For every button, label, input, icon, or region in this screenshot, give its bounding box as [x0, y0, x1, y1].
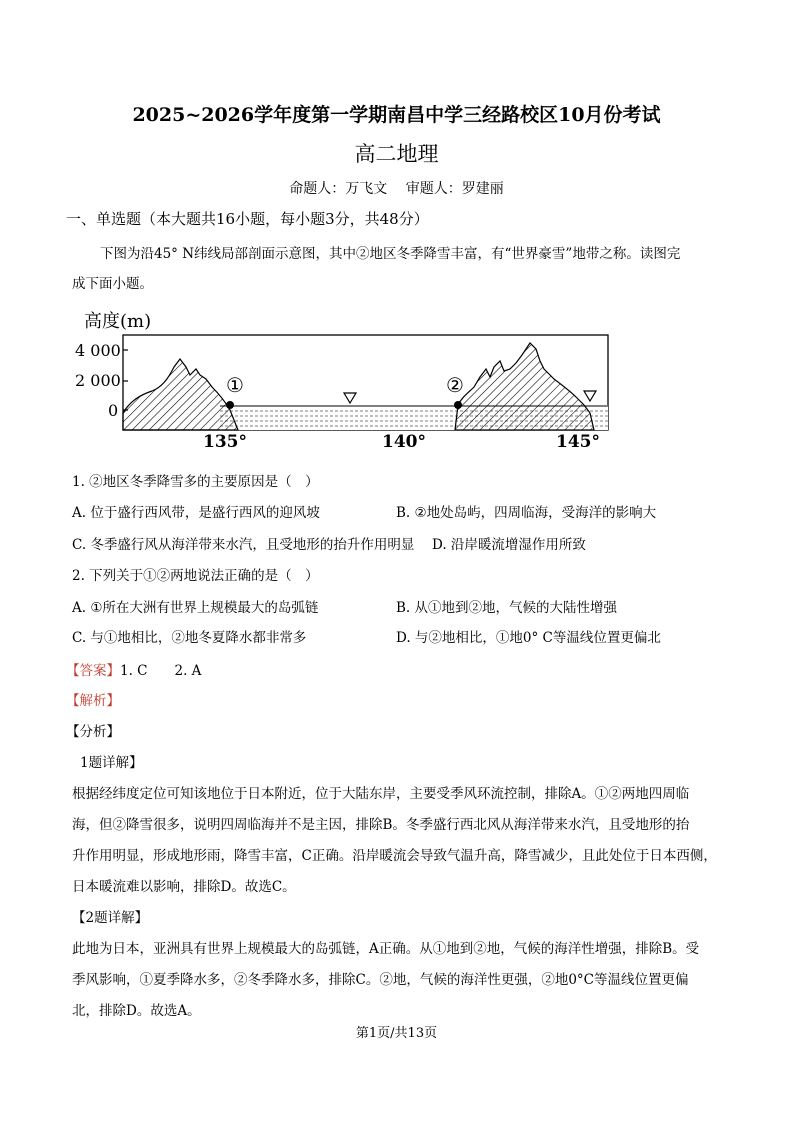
detail-1-line-4: 日本暖流难以影响，排除D。故选C。 [72, 879, 296, 895]
detail-2-line-2: 季风影响，①夏季降水多，②冬季降水多，排除C。②地，气候的海洋性更强，②地0°C等温线位置更偏 [72, 972, 689, 988]
question-1-option-b: B. ②地处岛屿，四周临海，受海洋的影响大 [396, 505, 657, 521]
marker-2: ② [446, 373, 464, 397]
detail-2-line-1: 此地为日本，亚洲具有世界上规模最大的岛弧链，A正确。从①地到②地，气候的海洋性增强，排除B。受 [72, 941, 700, 957]
answer-line [66, 659, 201, 679]
y-tick-4000: 4 000 [75, 341, 121, 360]
point-1-dot [226, 401, 234, 409]
question-1-option-d: D. 沿岸暖流增湿作用所致 [432, 537, 586, 553]
section-title: 一、单选题（本大题共16小题，每小题3分，共48分） [66, 210, 429, 228]
island-arc-right [455, 343, 594, 430]
question-2-option-d: D. 与②地相比，①地0° C等温线位置更偏北 [396, 630, 661, 646]
question-1-stem: 1. ②地区冬季降雪多的主要原因是（ ） [72, 474, 319, 490]
page-footer: 第1页/共13页 [355, 1026, 438, 1041]
exam-title: 2025~2026学年度第一学期南昌中学三经路校区10月份考试 [132, 104, 661, 126]
detail-1-line-1: 根据经纬度定位可知该地位于日本附近，位于大陆东岸，主要受季风环流控制，排除A。①②两地四周临 [72, 786, 690, 802]
y-axis-label: 高度(m) [84, 311, 152, 332]
marker-1: ① [226, 373, 244, 397]
x-tick-135: 135° [203, 432, 247, 452]
y-tick-2000: 2 000 [75, 371, 121, 390]
fenxi-label: 【分析】 [66, 724, 120, 740]
detail-1-line-2: 海，但②降雪很多，说明四周临海并不是主因，排除B。冬季盛行西北风从海洋带来水汽，且受地形的抬 [72, 817, 690, 833]
x-tick-145: 145° [556, 432, 600, 452]
point-2-dot [454, 401, 462, 409]
author-line [0, 178, 793, 198]
sea-level-triangle-icon [584, 391, 596, 401]
author: 命题人：万飞文 [289, 181, 388, 197]
cross-section-svg [70, 305, 620, 455]
intro-line-2: 成下面小题。 [72, 276, 153, 292]
x-tick-140: 140° [382, 432, 426, 452]
intro-line-1: 下图为沿45° N纬线局部剖面示意图，其中②地区冬季降雪丰富，有“世界豪雪”地带之称。读图完 [100, 246, 681, 262]
sea-level-triangle-icon [344, 393, 356, 403]
cross-section-figure [70, 305, 620, 455]
subject-title: 高二地理 [354, 142, 439, 166]
answer-text: 1. C 2. A [120, 663, 202, 679]
continent-left [123, 359, 238, 430]
answer-label: 【答案】 [66, 663, 120, 679]
detail-2-line-3: 北，排除D。故选A。 [72, 1003, 201, 1019]
detail-1-line-3: 升作用明显，形成地形雨，降雪丰富，C正确。沿岸暖流会导致气温升高，降雪减少，且此处位于日本西侧， [72, 848, 717, 864]
detail-2-label: 【2题详解】 [72, 910, 149, 926]
question-1-option-c: C. 冬季盛行风从海洋带来水汽，且受地形的抬升作用明显 [72, 537, 415, 553]
question-1-option-a: A. 位于盛行西风带，是盛行西风的迎风坡 [72, 505, 320, 521]
detail-1-label: 1题详解】 [80, 755, 143, 771]
question-2-option-c: C. 与①地相比，②地冬夏降水都非常多 [72, 630, 307, 646]
analysis-label: 【解析】 [66, 693, 120, 709]
question-2-option-b: B. 从①地到②地，气候的大陆性增强 [396, 600, 618, 616]
question-2-option-a: A. ①所在大洲有世界上规模最大的岛弧链 [72, 600, 319, 616]
question-2-stem: 2. 下列关于①②两地说法正确的是（ ） [72, 568, 319, 584]
reviewer: 审题人：罗建丽 [405, 181, 504, 197]
y-tick-0: 0 [108, 401, 119, 420]
